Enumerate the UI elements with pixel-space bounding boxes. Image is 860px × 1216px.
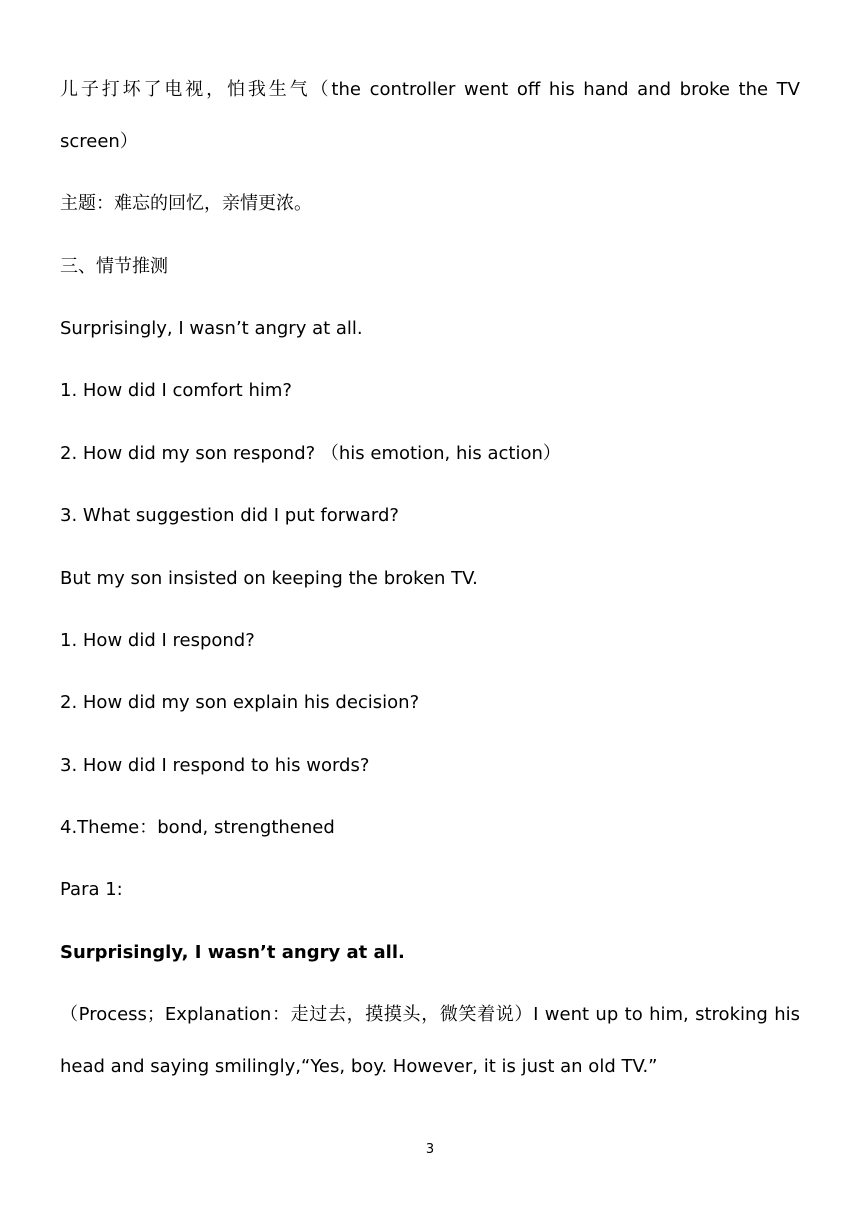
question-item: 2. How did my son respond? （his emotion, his action）: [60, 443, 561, 464]
paragraph-line: head and saying smilingly,“Yes, boy. However, it is just an old TV.”: [60, 1056, 658, 1077]
question-item: 3. How did I respond to his words?: [60, 755, 370, 776]
theme-item: 4.Theme：bond, strengthened: [60, 817, 335, 838]
question-item: 3. What suggestion did I put forward?: [60, 505, 399, 526]
prompt-sentence: Surprisingly, I wasn’t angry at all.: [60, 318, 363, 339]
paragraph-line: 儿子打坏了电视，怕我生气（the controller went off his hand and broke the TV: [60, 79, 800, 100]
theme-line: 主题：难忘的回忆，亲情更浓。: [60, 193, 312, 214]
question-item: 1. How did I respond?: [60, 630, 255, 651]
paragraph-label: Para 1:: [60, 879, 123, 900]
question-item: 2. How did my son explain his decision?: [60, 692, 420, 713]
bold-opening-sentence: Surprisingly, I wasn’t angry at all.: [60, 942, 405, 963]
document-page: [60, 0, 800, 1216]
prompt-sentence: But my son insisted on keeping the broken TV.: [60, 568, 478, 589]
section-heading: 三、情节推测: [60, 256, 168, 277]
question-item: 1. How did I comfort him?: [60, 380, 292, 401]
paragraph-line: （Process；Explanation：走过去，摸摸头，微笑着说）I went up to him, stroking his: [60, 1004, 800, 1025]
paragraph-line: screen）: [60, 131, 138, 152]
page-number: 3: [425, 1142, 435, 1157]
